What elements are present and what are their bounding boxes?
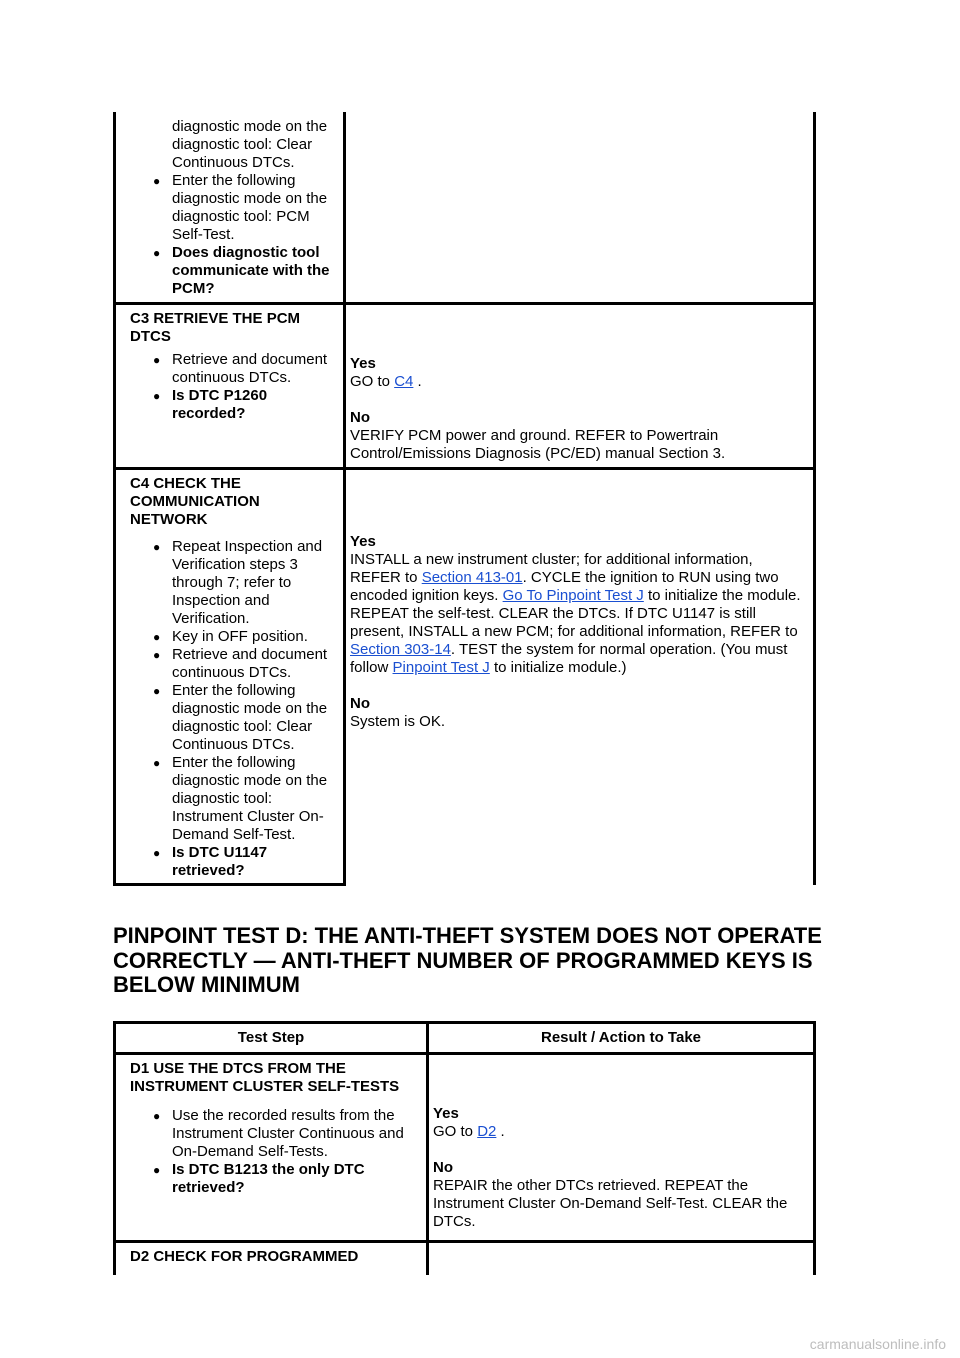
no-action: REPAIR the other DTCs retrieved. REPEAT the Instrument Cluster On-Demand Self-Test. CLEAR the DTCs. <box>433 1177 788 1230</box>
list-item: ● Is DTC B1213 the only DTC retrieved? <box>120 1161 420 1197</box>
table-row <box>115 112 815 304</box>
step-list <box>120 351 337 423</box>
list-item: ● Retrieve and document continuous DTCs. <box>120 646 337 682</box>
no-label: No <box>433 1159 453 1176</box>
test-table-d <box>113 1021 816 1275</box>
link-section-413-01[interactable]: Section 413-01 <box>421 569 523 586</box>
no-label: No <box>350 409 370 426</box>
step-heading: D1 USE THE DTCS FROM THE INSTRUMENT CLUSTER SELF-TESTS <box>130 1060 400 1095</box>
yes-action: INSTALL a new instrument cluster; for additional information, REFER to Section 413-01. CYCLE the ignition to RUN using two encoded ignition keys. Go To Pinpoint Test J to initialize the module. REPEAT the self-test. CLEAR the DTCs. If DTC U1147 is still present, INSTALL a new PCM; for additional information, REFER to Section 303-14. TEST the system for normal operation. (You must follow Pinpoint Test J to initialize module.) <box>350 551 801 676</box>
list-item: ● Use the recorded results from the Instrument Cluster Continuous and On-Demand Self-Tests. <box>120 1107 420 1161</box>
link-section-303-14[interactable]: Section 303-14 <box>350 641 451 658</box>
step-list <box>120 118 337 298</box>
list-item: ● Enter the following diagnostic mode on the diagnostic tool: Instrument Cluster On-Demand Self-Test. <box>120 754 337 844</box>
table-row-d1 <box>115 1054 815 1108</box>
table-row-d2 <box>115 1242 815 1276</box>
list-item: ● Key in OFF position. <box>120 628 337 646</box>
yes-label: Yes <box>433 1105 459 1122</box>
column-header-result: Result / Action to Take <box>428 1023 815 1054</box>
step-heading: C3 RETRIEVE THE PCM DTCS <box>130 310 301 345</box>
table-row-c4 <box>115 469 815 539</box>
pinpoint-test-title: PINPOINT TEST D: THE ANTI-THEFT SYSTEM DOES NOT OPERATE CORRECTLY — ANTI-THEFT NUMBER OF PROGRAMMED KEYS IS BELOW MINIMUM <box>113 923 822 997</box>
step-heading: D2 CHECK FOR PROGRAMMED <box>130 1248 359 1265</box>
list-item: ● Does diagnostic tool communicate with the PCM? <box>120 244 337 298</box>
list-item: diagnostic mode on the diagnostic tool: Clear Continuous DTCs. <box>172 118 328 171</box>
step-list <box>120 1107 420 1197</box>
test-table-c <box>113 112 816 886</box>
watermark: carmanualsonline.info <box>809 1336 946 1352</box>
list-item: ● Enter the following diagnostic mode on the diagnostic tool: PCM Self-Test. <box>120 172 337 244</box>
step-heading: C4 CHECK THE COMMUNICATION NETWORK <box>130 475 260 528</box>
list-item: ● Repeat Inspection and Verification steps 3 through 7; refer to Inspection and Verification. <box>120 538 337 628</box>
link-d2[interactable]: D2 <box>477 1123 497 1140</box>
list-item: ● Is DTC U1147 retrieved? <box>120 844 337 880</box>
list-item: ● Is DTC P1260 recorded? <box>120 387 337 423</box>
table-header-row <box>115 1023 815 1054</box>
link-c4[interactable]: C4 <box>394 373 414 390</box>
yes-label: Yes <box>350 533 376 550</box>
no-action: VERIFY PCM power and ground. REFER to Powertrain Control/Emissions Diagnosis (PC/ED) manual Section 3. <box>350 427 726 462</box>
table-row-c3 <box>115 304 815 352</box>
column-header-test-step: Test Step <box>115 1023 428 1054</box>
list-item: ● Enter the following diagnostic mode on the diagnostic tool: Clear Continuous DTCs. <box>120 682 337 754</box>
yes-action: GO to C4 . <box>350 373 422 390</box>
yes-action: GO to D2 . <box>433 1123 505 1140</box>
link-pinpoint-test-j[interactable]: Pinpoint Test J <box>392 659 490 676</box>
yes-label: Yes <box>350 355 376 372</box>
no-label: No <box>350 695 370 712</box>
step-list <box>120 538 337 880</box>
list-item: ● Retrieve and document continuous DTCs. <box>120 351 337 387</box>
link-pinpoint-test-j[interactable]: Go To Pinpoint Test J <box>502 587 644 604</box>
no-action: System is OK. <box>350 713 446 730</box>
